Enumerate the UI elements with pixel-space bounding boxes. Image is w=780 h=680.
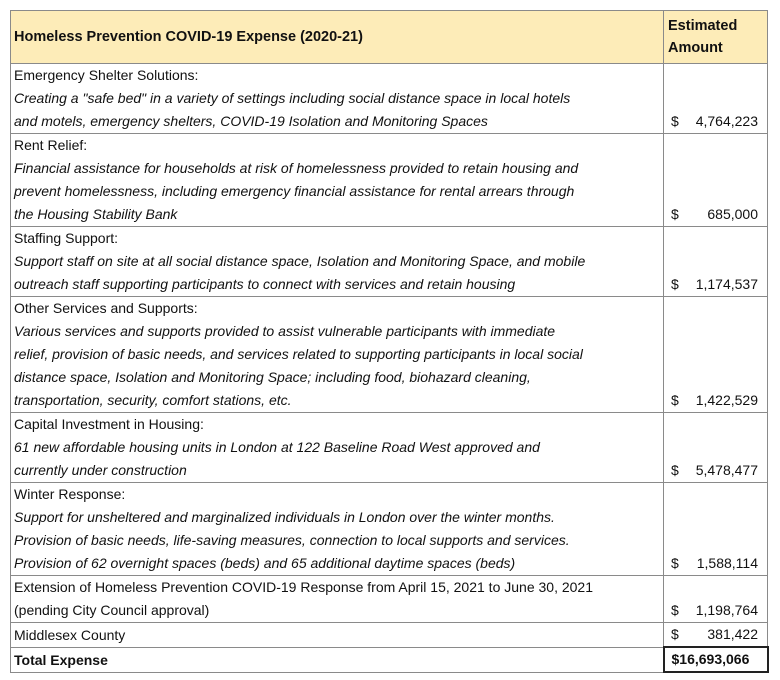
expense-category-title: Extension of Homeless Prevention COVID-19 Response from April 15, 2021 to June 30, 2021 [14,579,593,595]
expense-category-title: Other Services and Supports: [14,300,198,316]
table-row [11,623,768,648]
currency-symbol: $ [671,555,679,571]
expense-amount: 4,764,223 [695,113,758,129]
currency-symbol: $ [671,392,679,408]
currency-symbol: $ [671,626,679,642]
expense-description-line: transportation, security, comfort stations, etc. [14,392,292,408]
expense-description-line: Financial assistance for households at risk of homelessness provided to retain housing and [14,160,579,176]
table-header-row [11,11,768,64]
expense-description-line: Various services and supports provided to assist vulnerable participants with immediate [14,323,556,339]
expense-category-title: Staffing Support: [14,230,119,246]
expense-description-cell [11,483,664,576]
expense-description-cell [11,576,664,623]
expense-description-line: prevent homelessness, including emergency financial assistance for rental arrears through [14,183,575,199]
expense-amount: 1,174,537 [695,276,758,292]
currency-symbol: $ [671,276,679,292]
expense-description-line: relief, provision of basic needs, and services related to supporting participants in local social [14,346,583,362]
total-row [11,647,768,672]
expense-amount-cell [664,413,768,483]
table-row [11,576,768,623]
expense-description-line: distance space, Isolation and Monitoring Space; including food, biohazard cleaning, [14,369,531,385]
expense-category-title: Emergency Shelter Solutions: [14,67,199,83]
expense-amount-cell [664,623,768,648]
total-label: Total Expense [11,647,664,672]
expense-description-cell [11,413,664,483]
expense-amount: 685,000 [707,206,758,222]
expense-description-line: 61 new affordable housing units in London at 122 Baseline Road West approved and [14,439,540,455]
expense-description-cell [11,623,664,648]
expense-description-line: and motels, emergency shelters, COVID-19 Isolation and Monitoring Spaces [14,113,488,129]
expense-amount-cell [664,64,768,134]
expense-description-line: outreach staff supporting participants to connect with services and retain housing [14,276,516,292]
expense-description-cell [11,227,664,297]
expense-description-cell [11,64,664,134]
expense-description-line: Provision of basic needs, life-saving measures, connection to local supports and services. [14,532,570,548]
expense-rows [11,64,768,673]
expense-amount: 381,422 [707,626,758,642]
expense-amount-cell [664,227,768,297]
currency-symbol: $ [671,206,679,222]
expense-amount-cell [664,483,768,576]
expense-amount-cell [664,576,768,623]
expense-category-title-continued: (pending City Council approval) [14,602,210,618]
expense-category-title: Rent Relief: [14,137,88,153]
expense-table-container [10,10,767,673]
expense-description-line: the Housing Stability Bank [14,206,178,222]
table-row [11,413,768,483]
total-amount: $16,693,066 [671,651,750,667]
expense-description-cell [11,297,664,413]
currency-symbol: $ [671,602,679,618]
expense-category-title: Winter Response: [14,486,126,502]
expense-description-line: Support staff on site at all social distance space, Isolation and Monitoring Space, and mobile [14,253,586,269]
amount-column-header [664,11,768,64]
total-amount-cell [664,647,768,672]
table-row [11,134,768,227]
table-row [11,227,768,297]
table-title: Homeless Prevention COVID-19 Expense (2020-21) [11,11,664,64]
expense-description-line: Provision of 62 overnight spaces (beds) and 65 additional daytime spaces (beds) [14,555,516,571]
currency-symbol: $ [671,113,679,129]
expense-amount-cell [664,297,768,413]
expense-description-line: Creating a "safe bed" in a variety of settings including social distance space in local hotels [14,90,571,106]
expense-description-cell [11,134,664,227]
expense-table [10,10,769,673]
expense-amount: 5,478,477 [695,462,758,478]
currency-symbol: $ [671,462,679,478]
expense-amount-cell [664,134,768,227]
expense-description-line: currently under construction [14,462,187,478]
expense-description-line: Support for unsheltered and marginalized individuals in London over the winter months. [14,509,555,525]
amount-header-line2: Amount [668,40,723,56]
table-row [11,64,768,134]
expense-category-title: Middlesex County [14,626,126,643]
expense-amount: 1,588,114 [696,555,758,571]
table-row [11,483,768,576]
expense-amount: 1,422,529 [695,392,758,408]
expense-category-title: Capital Investment in Housing: [14,416,204,432]
expense-amount: 1,198,764 [695,602,758,618]
table-row [11,297,768,413]
amount-header-line1: Estimated [668,18,738,34]
